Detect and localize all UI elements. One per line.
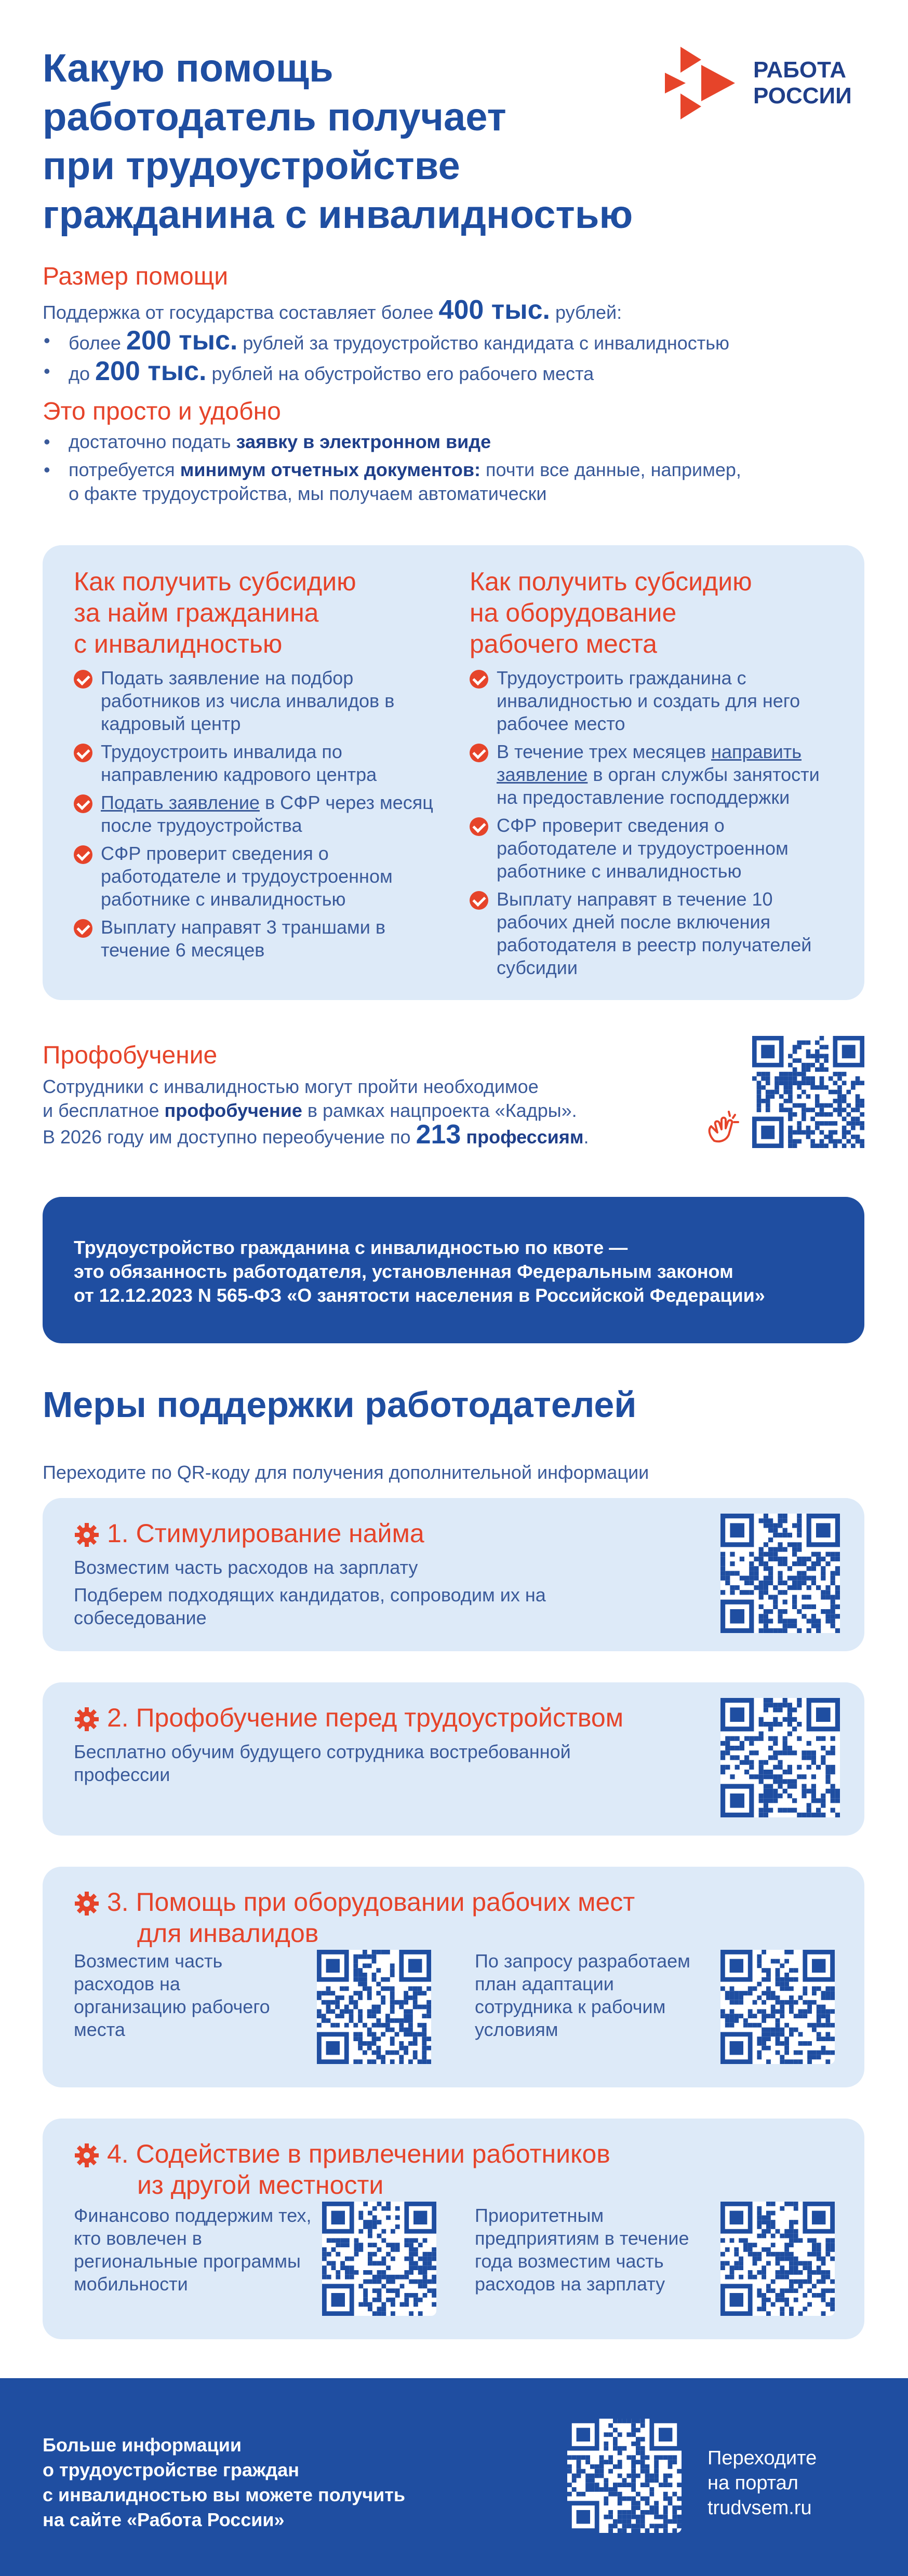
help-size-intro: Поддержка от государства составляет более 400 тыс. рублей: bbox=[43, 295, 622, 325]
qr-code-icon bbox=[720, 1698, 840, 1817]
footer bbox=[0, 2378, 908, 2576]
apply-sfr-link[interactable]: Подать заявление bbox=[101, 792, 260, 813]
quota-text: Трудоустройство гражданина с инвалидностью по квоте — это обязанность работодателя, установленная Федеральным законом от 12.12.2023 N 565-ФЗ «О занятости населения в Российской Федерации» bbox=[74, 1237, 765, 1306]
quota-notice bbox=[43, 1197, 864, 1343]
header bbox=[43, 44, 718, 239]
qr-code-icon bbox=[720, 1950, 835, 2064]
subsidy-hire-heading: Как получить субсидию за найм гражданина с инвалидностью bbox=[74, 567, 356, 658]
check-icon bbox=[74, 919, 92, 938]
subsidy-step: Подать заявление на подбор работников из числа инвалидов в кадровый центр bbox=[74, 667, 448, 735]
measure-card-4: 4. Содействие в привлечении работников из другой местности Финансово поддержим тех, кто вовлечен в региональные программы мобильности Приоритетным предприятиям в течение года возместим часть расходов на зарплату bbox=[43, 2119, 864, 2339]
simple-section bbox=[43, 397, 874, 506]
qr-code-icon bbox=[322, 2202, 436, 2316]
measure-card-1: 1. Стимулирование найма Возместим часть расходов на зарплату Подберем подходящих кандидатов, сопроводим их на собеседование bbox=[43, 1498, 864, 1651]
page-title: Какую помощь работодатель получает при трудоустройстве гражданина с инвалидностью bbox=[43, 46, 633, 237]
qr-code[interactable] bbox=[752, 1036, 864, 1148]
qr-code[interactable] bbox=[720, 2202, 835, 2316]
subsidy-step: В течение трех месяцев направить заявление в орган службы занятости на предоставление господдержки bbox=[470, 740, 844, 809]
check-icon bbox=[470, 744, 488, 762]
simple-list bbox=[43, 430, 874, 506]
gear-icon bbox=[74, 2142, 100, 2168]
check-icon bbox=[470, 670, 488, 689]
subsidy-step: Подать заявление в СФР через месяц после трудоустройства bbox=[74, 791, 448, 837]
send-application-link[interactable]: направить заявление bbox=[497, 741, 802, 785]
check-icon bbox=[74, 794, 92, 813]
gear-icon bbox=[74, 1891, 100, 1917]
measure-card-title: 3. Помощь при оборудовании рабочих мест для инвалидов bbox=[74, 1886, 635, 1949]
portal-link-text[interactable]: Переходите на портал trudvsem.ru bbox=[707, 2447, 817, 2519]
check-icon bbox=[74, 845, 92, 864]
subsidy-step: Трудоустроить гражданина с инвалидностью и создать для него рабочее место bbox=[470, 667, 844, 735]
hand-tap-icon bbox=[704, 1109, 741, 1146]
rabota-rossii-logo bbox=[660, 42, 878, 125]
check-icon bbox=[74, 744, 92, 762]
measures-title: Меры поддержки работодателей bbox=[43, 1384, 637, 1425]
subsidy-hire-column bbox=[74, 566, 448, 967]
subsidy-step: Выплату направят 3 траншами в течение 6 месяцев bbox=[74, 916, 448, 962]
qr-code-icon bbox=[720, 2202, 835, 2316]
subsidy-step: Трудоустроить инвалида по направлению кадрового центра bbox=[74, 740, 448, 786]
qr-code-icon bbox=[752, 1036, 864, 1148]
measure-card-title: 4. Содействие в привлечении работников из другой местности bbox=[74, 2138, 610, 2201]
logo-text: РАБОТА РОССИИ bbox=[753, 57, 852, 109]
qr-code-icon bbox=[720, 1514, 840, 1633]
list-item: • до 200 тыс. рублей на обустройство его рабочего места bbox=[43, 359, 874, 386]
check-icon bbox=[470, 891, 488, 910]
gear-icon bbox=[74, 1522, 100, 1548]
qr-code[interactable] bbox=[322, 2202, 436, 2316]
help-size-section bbox=[43, 262, 874, 386]
qr-code[interactable] bbox=[720, 1698, 840, 1817]
subsidy-equip-column bbox=[470, 566, 844, 984]
qr-code[interactable] bbox=[317, 1950, 431, 2064]
measure-card-title: 1. Стимулирование найма bbox=[74, 1518, 424, 1549]
list-item: • более 200 тыс. рублей за трудоустройство кандидата с инвалидностью bbox=[43, 329, 874, 355]
qr-code[interactable] bbox=[720, 1950, 835, 2064]
check-icon bbox=[470, 817, 488, 836]
qr-code[interactable] bbox=[720, 1514, 840, 1633]
footer-info-text: Больше информации о трудоустройстве граждан с инвалидностью вы можете получить на сайте «Работа России» bbox=[43, 2434, 406, 2530]
gear-icon bbox=[74, 1706, 100, 1732]
simple-heading: Это просто и удобно bbox=[43, 398, 281, 425]
help-size-heading: Размер помощи bbox=[43, 263, 228, 290]
subsidy-step: СФР проверит сведения о работодателе и трудоустроенном работнике с инвалидностью bbox=[74, 842, 448, 911]
measure-card-3: 3. Помощь при оборудовании рабочих мест для инвалидов Возместим часть расходов на организацию рабочего места По запросу разработаем план адаптации сотрудника к рабочим условиям bbox=[43, 1867, 864, 2087]
footer-qr-code[interactable] bbox=[567, 2419, 682, 2533]
subsidy-panel bbox=[43, 545, 864, 1000]
measure-card-2: 2. Профобучение перед трудоустройством Бесплатно обучим будущего сотрудника востребованной профессии bbox=[43, 1682, 864, 1836]
measures-subtitle: Переходите по QR-коду для получения дополнительной информации bbox=[43, 1462, 649, 1483]
subsidy-equip-heading: Как получить субсидию на оборудование рабочего места bbox=[470, 567, 752, 658]
logo-icon bbox=[660, 42, 743, 125]
retraining-section: Профобучение Сотрудники с инвалидностью могут пройти необходимое и бесплатное профобучение в рамках нацпроекта «Кадры». В 2026 году им доступно переобучение по 213 профессиям. bbox=[43, 1041, 739, 1149]
help-size-list bbox=[43, 326, 874, 386]
measure-card-title: 2. Профобучение перед трудоустройством bbox=[74, 1702, 623, 1733]
list-item: • потребуется минимум отчетных документов: почти все данные, например, о факте трудоустройства, мы получаем автоматически bbox=[43, 458, 874, 506]
qr-code-icon bbox=[567, 2419, 682, 2533]
retraining-heading: Профобучение bbox=[43, 1042, 218, 1069]
list-item: • достаточно подать заявку в электронном виде bbox=[43, 430, 874, 454]
check-icon bbox=[74, 670, 92, 689]
subsidy-step: Выплату направят в течение 10 рабочих дней после включения работодателя в реестр получателей субсидии bbox=[470, 888, 844, 979]
subsidy-step: СФР проверит сведения о работодателе и трудоустроенном работнике с инвалидностью bbox=[470, 814, 844, 883]
qr-code-icon bbox=[317, 1950, 431, 2064]
